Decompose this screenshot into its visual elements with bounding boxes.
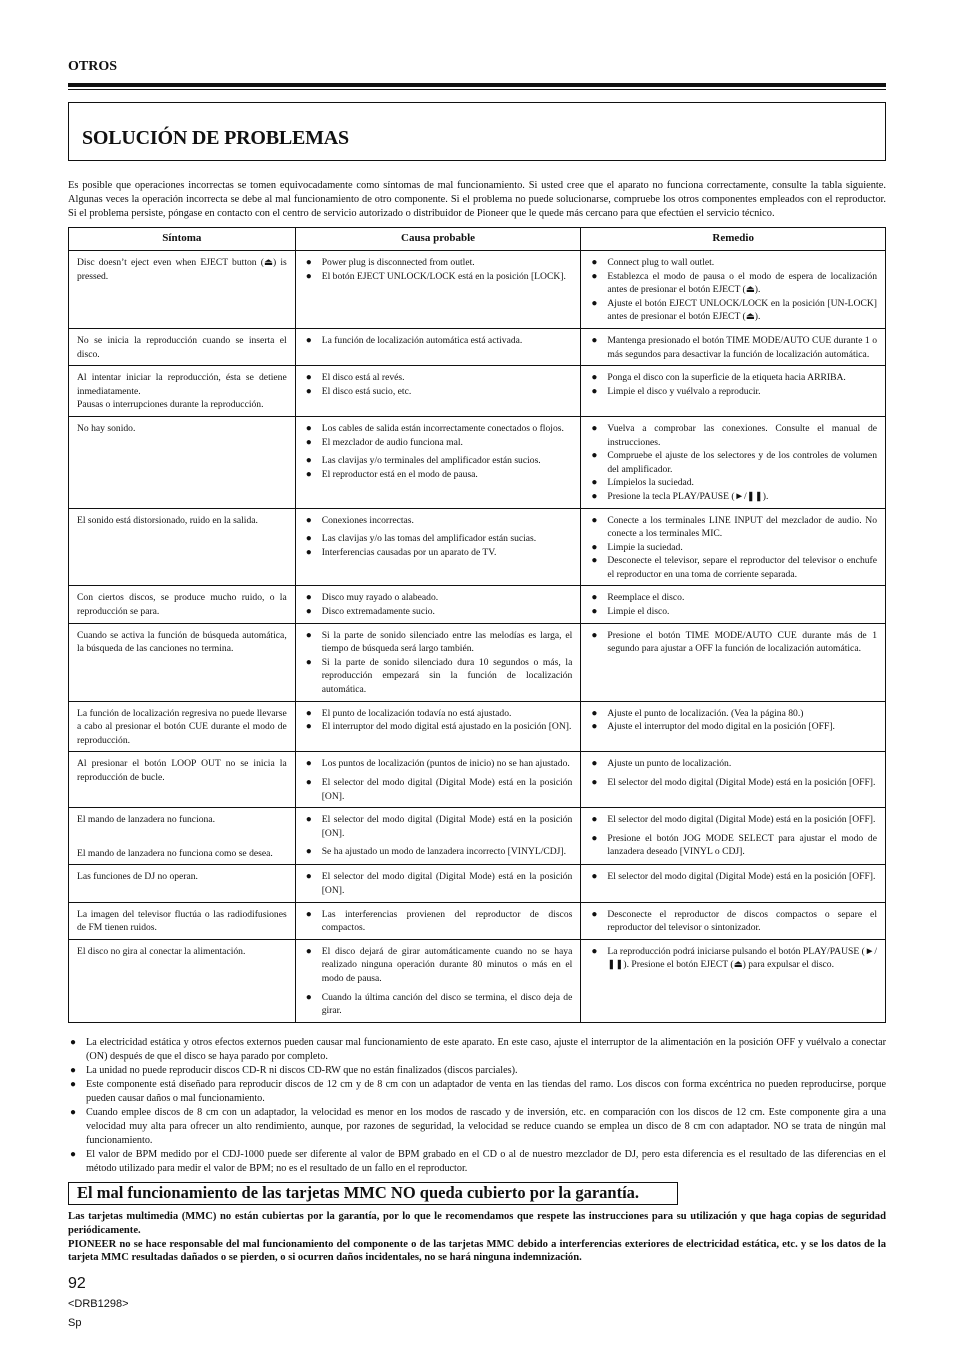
header-cause: Causa probable [295,228,581,251]
remedy-item: ● Ajuste un punto de localización. [589,757,877,771]
header-rule-thin [68,89,886,90]
remedy-list [589,591,877,618]
remedy-item: ● Límpielos la suciedad. [589,476,877,490]
cause-list [304,371,573,398]
table-row [69,865,886,902]
table-row [69,939,886,1022]
cause-list [304,256,573,283]
symptom-cell [69,808,296,865]
table-row [69,416,886,508]
symptom-cell [69,623,296,701]
page-title: SOLUCIÓN DE PROBLEMAS [82,127,349,149]
remedy-item: ● Compruebe el ajuste de los selectores y de los controles de volumen del amplificador. [589,449,877,476]
cause-item: ● Si la parte de sonido silenciado dura 10 segundos o más, la reproducción empezará sin la función de localización automática. [304,656,573,697]
cause-list [304,813,573,859]
remedy-item: ● Ajuste el interruptor del modo digital en la posición [OFF]. [589,720,877,734]
table-row [69,701,886,752]
cause-item: ● Las clavijas y/o las tomas del amplificador están sucias. [304,532,573,546]
cause-cell [295,328,581,365]
mmc-heading: El mal funcionamiento de las tarjetas MMC NO queda cubierto por la garantía. [77,1183,640,1202]
language-code: Sp [68,1317,82,1329]
troubleshooting-table [68,227,886,1023]
cause-list [304,870,573,897]
cause-item: ● Las interferencias provienen del reproductor de discos compactos. [304,908,573,935]
note-item: ● Este componente está diseñado para reproducir discos de 12 cm y de 8 cm con un adaptador de venta en las tiendas del ramo. Los discos con forma excéntrica no pueden reproducirse, porque pueden causar daños o mal funcionamiento. [68,1078,886,1106]
remedy-list [589,514,877,582]
cause-item: ● El disco dejará de girar automáticamente cuando no se haya realizado ninguna operación durante 80 minutos o más en el modo de pausa. [304,945,573,986]
symptom-text: El mando de lanzadera no funciona como se desea. [77,847,273,859]
cause-item: ● El selector del modo digital (Digital Mode) está en la posición [ON]. [304,870,573,897]
intro-paragraph: Es posible que operaciones incorrectas se tomen equivocadamente como síntomas de mal funcionamiento. Si usted cree que el aparato no funciona correctamente, consulte la tabla siguiente. Algunas veces la operación incorrecta se debe al mal funcionamiento de otro componente. Si el problema no puede solucionarse, compruebe los otros componentes empleados con el reproductor. Si el problema persiste, póngase en contacto con el centro de servicio autorizado o distribuidor de Pioneer que le quede más cercano para que efectúen el servicio técnico. [68,180,886,220]
symptom-cell [69,902,296,939]
cause-item: ● El selector del modo digital (Digital Mode) está en la posición [ON]. [304,813,573,840]
remedy-item: ● El selector del modo digital (Digital Mode) está en la posición [OFF]. [589,776,877,790]
symptom-text: Con ciertos discos, se produce mucho ruido, o la reproducción se para. [77,592,287,618]
cause-item: ● Las clavijas y/o terminales del amplificador están sucios. [304,454,573,468]
symptom-cell [69,508,296,586]
cause-cell [295,808,581,865]
symptom-cell [69,251,296,329]
remedy-item: ● Limpie el disco y vuélvalo a reproducir. [589,385,877,399]
symptom-cell [69,865,296,902]
section-label: OTROS [68,59,118,74]
remedy-cell [581,865,886,902]
remedy-list [589,371,877,398]
remedy-item: ● Conecte a los terminales LINE INPUT del mezclador de audio. No conecte a los terminales MIC. [589,514,877,541]
cause-cell [295,865,581,902]
symptom-text: El disco no gira al conectar la alimentación. [77,945,246,957]
symptom-text: La imagen del televisor fluctúa o las radiodifusiones de FM tienen ruidos. [77,908,287,934]
cause-item: ● Interferencias causadas por un aparato de TV. [304,546,573,560]
remedy-cell [581,623,886,701]
mmc-paragraph-1: Las tarjetas multimedia (MMC) no están cubiertas por la garantía, por lo que le recomendamos que respete las instrucciones para su utilización y que haga copias de seguridad periódicamente. [68,1211,886,1236]
cause-item: ● El botón EJECT UNLOCK/LOCK está en la posición [LOCK]. [304,270,573,284]
cause-item: ● Se ha ajustado un modo de lanzadera incorrecto [VINYL/CDJ]. [304,845,573,859]
remedy-list [589,945,877,972]
remedy-cell [581,752,886,808]
mmc-heading-box [68,1182,678,1205]
title-box [68,102,886,161]
symptom-cell [69,752,296,808]
cause-item: ● El interruptor del modo digital está ajustado en la posición [ON]. [304,720,573,734]
header-rule-thick [68,83,886,87]
table-header-row [69,228,886,251]
cause-item: ● El mezclador de audio funciona mal. [304,436,573,450]
cause-item: ● Si la parte de sonido silenciado entre las melodías es larga, el tiempo de búsqueda será largo también. [304,629,573,656]
cause-list [304,707,573,734]
mmc-text [68,1210,886,1265]
header-remedy: Remedio [581,228,886,251]
cause-item: ● El disco está al revés. [304,371,573,385]
cause-cell [295,416,581,508]
table-row [69,508,886,586]
remedy-item: ● Reemplace el disco. [589,591,877,605]
cause-cell [295,752,581,808]
cause-item: ● El reproductor está en el modo de pausa. [304,468,573,482]
remedy-item: ● Desconecte el reproductor de discos compactos o separe el reproductor del televisor o sintonizador. [589,908,877,935]
remedy-list [589,707,877,734]
symptom-text: Al intentar iniciar la reproducción, ésta se detiene inmediatamente. [77,372,287,397]
document-code: <DRB1298> [68,1298,129,1310]
cause-cell [295,701,581,752]
cause-item: ● Disco muy rayado o alabeado. [304,591,573,605]
remedy-item: ● Mantenga presionado el botón TIME MODE/AUTO CUE durante 1 o más segundos para desactivar la función de localización automática. [589,334,877,361]
cause-item: ● Los puntos de localización (puntos de inicio) no se han ajustado. [304,757,573,771]
remedy-cell [581,508,886,586]
remedy-cell [581,416,886,508]
remedy-item: ● Presione el botón JOG MODE SELECT para ajustar el modo de lanzadera deseado [VINYL o CDJ]. [589,832,877,859]
symptom-cell [69,328,296,365]
remedy-item: ● Desconecte el televisor, separe el reproductor del televisor o enchufe el reproductor en una toma de corriente separada. [589,554,877,581]
table-row [69,251,886,329]
cause-cell [295,902,581,939]
cause-list [304,334,573,348]
remedy-list [589,422,877,504]
note-item: ● La electricidad estática y otros efectos externos pueden causar mal funcionamiento de este aparato. En este caso, ajuste el interruptor de la alimentación en la posición OFF y vuélvalo a conectar (ON) después de que el disco se haya parado por completo. [68,1036,886,1064]
note-item: ● La unidad no puede reproducir discos CD-R ni discos CD-RW que no están finalizados (discos parciales). [68,1064,886,1078]
symptom-text: Cuando se activa la función de búsqueda automática, la búsqueda de las canciones no termina. [77,629,287,655]
remedy-item: ● Establezca el modo de pausa o el modo de espera de localización antes de presionar el botón EJECT (⏏). [589,270,877,297]
cause-cell [295,586,581,623]
remedy-item: ● El selector del modo digital (Digital Mode) está en la posición [OFF]. [589,813,877,827]
cause-item: ● El selector del modo digital (Digital Mode) está en la posición [ON]. [304,776,573,803]
remedy-list [589,334,877,361]
cause-item: ● El disco está sucio, etc. [304,385,573,399]
symptom-text: Disc doesn’t eject even when EJECT button (⏏) is pressed. [77,257,287,282]
remedy-list [589,908,877,935]
cause-list [304,422,573,481]
page-number: 92 [68,1275,86,1292]
remedy-item: ● La reproducción podrá iniciarse pulsando el botón PLAY/PAUSE (►/❚❚). Presione el botón EJECT (⏏) para expulsar el disco. [589,945,877,972]
symptom-text: No se inicia la reproducción cuando se inserta el disco. [77,334,287,360]
cause-item: ● Cuando la última canción del disco se termina, el disco deja de girar. [304,991,573,1018]
symptom-text: Al presionar el botón LOOP OUT no se inicia la reproducción de bucle. [77,758,287,783]
table-row [69,586,886,623]
note-item: ● Cuando emplee discos de 8 cm con un adaptador, la velocidad es menor en los modos de rascado y de inversión, etc. en comparación con los discos de 12 cm. Este componente gira a una velocidad muy alta para ofrecer un alto rendimiento, aunque, por razones de seguridad, la velocidad se reduce cuando se emplea un disco de 8 cm con adaptador. NO se trata de ningún mal funcionamiento. [68,1106,886,1148]
cause-list [304,945,573,1018]
notes-section [68,1036,886,1176]
table-row [69,902,886,939]
remedy-cell [581,701,886,752]
symptom-cell [69,701,296,752]
remedy-item: ● Limpie la suciedad. [589,541,877,555]
cause-item: ● Conexiones incorrectas. [304,514,573,528]
remedy-item: ● El selector del modo digital (Digital Mode) está en la posición [OFF]. [589,870,877,884]
symptom-text: Pausas o interrupciones durante la reproducción. [77,399,264,411]
remedy-item: ● Presione el botón TIME MODE/AUTO CUE durante más de 1 segundo para ajustar a OFF la función de localización automática. [589,629,877,656]
cause-item: ● Disco extremadamente sucio. [304,605,573,619]
remedy-cell [581,366,886,417]
cause-item: ● La función de localización automática está activada. [304,334,573,348]
symptom-cell [69,586,296,623]
remedy-item: ● Presione la tecla PLAY/PAUSE (►/❚❚). [589,490,877,504]
remedy-item: ● Vuelva a comprobar las conexiones. Consulte el manual de instrucciones. [589,422,877,449]
cause-cell [295,939,581,1022]
cause-item: ● El punto de localización todavía no está ajustado. [304,707,573,721]
symptom-text: La función de localización regresiva no puede llevarse a cabo al presionar el botón CUE durante el modo de reproducción. [77,707,287,746]
remedy-item: ● Ajuste el botón EJECT UNLOCK/LOCK en la posición [UN-LOCK] antes de presionar el botón EJECT (⏏). [589,297,877,324]
cause-cell [295,366,581,417]
remedy-cell [581,251,886,329]
table-row [69,328,886,365]
remedy-cell [581,586,886,623]
cause-cell [295,623,581,701]
remedy-list [589,870,877,884]
remedy-item: ● Ajuste el punto de localización. (Vea la página 80.) [589,707,877,721]
cause-list [304,629,573,697]
symptom-cell [69,939,296,1022]
symptom-text: Las funciones de DJ no operan. [77,871,198,883]
remedy-list [589,813,877,859]
table-row [69,808,886,865]
remedy-list [589,629,877,656]
cause-cell [295,251,581,329]
table-row [69,366,886,417]
remedy-item: ● Ponga el disco con la superficie de la etiqueta hacia ARRIBA. [589,371,877,385]
symptom-text: No hay sonido. [77,422,136,434]
table-row [69,623,886,701]
remedy-cell [581,328,886,365]
symptom-text: El mando de lanzadera no funciona. [77,814,215,826]
cause-list [304,591,573,618]
notes-list [68,1036,886,1176]
remedy-item: ● Connect plug to wall outlet. [589,256,877,270]
symptom-cell [69,366,296,417]
cause-list [304,757,573,803]
header-symptom: Síntoma [69,228,296,251]
remedy-cell [581,808,886,865]
cause-item: ● Power plug is disconnected from outlet. [304,256,573,270]
remedy-list [589,256,877,324]
remedy-item: ● Limpie el disco. [589,605,877,619]
cause-cell [295,508,581,586]
remedy-cell [581,902,886,939]
symptom-text: El sonido está distorsionado, ruido en la salida. [77,514,258,526]
mmc-paragraph-2: PIONEER no se hace responsable del mal funcionamiento del componente o de las tarjetas MMC debido a interferencias exteriores de electricidad estática, etc. y se los datos de la tarjeta MMC resultadas dañados o se pierden, o si ocurren daños incidentales, no se hará ninguna indemnización. [68,1238,886,1264]
symptom-cell [69,416,296,508]
remedy-cell [581,939,886,1022]
cause-list [304,908,573,935]
note-item: ● El valor de BPM medido por el CDJ-1000 puede ser diferente al valor de BPM grabado en el CD o al de nuestro mezclador de DJ, pero esta diferencia es el resultado de las diferencias en el método utilizado para medir el valor de BPM; no es el resultado de un fallo en el reproductor. [68,1148,886,1176]
remedy-list [589,757,877,789]
cause-list [304,514,573,560]
cause-item: ● Los cables de salida están incorrectamente conectados o flojos. [304,422,573,436]
table-row [69,752,886,808]
